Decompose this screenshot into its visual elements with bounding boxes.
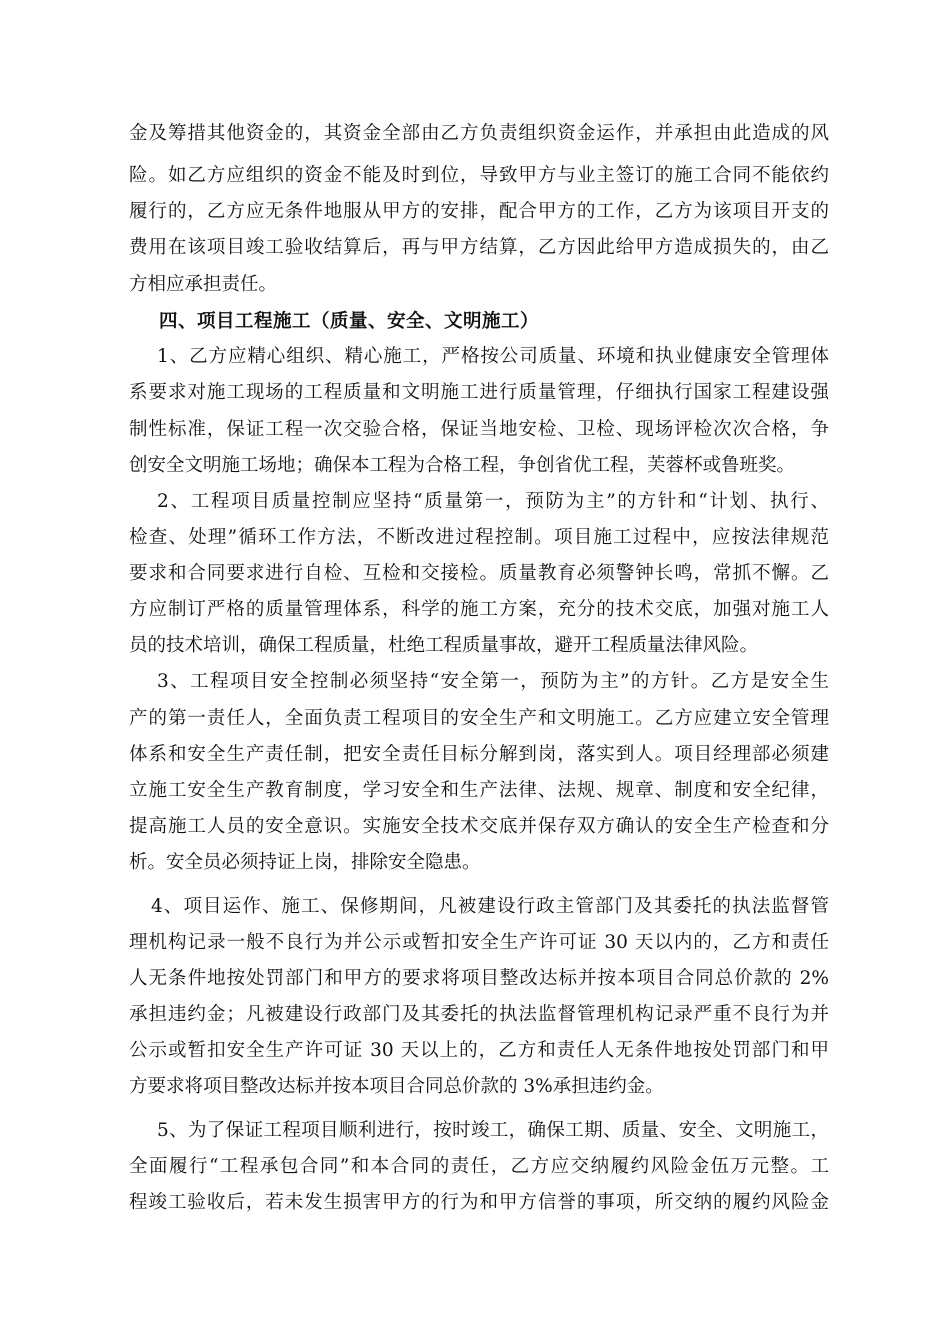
text-line: 2、工程项目质量控制应坚持“质量第一，预防为主”的方针和“计划、执行、: [157, 491, 829, 512]
text-line: 费用在该项目竣工验收结算后，再与甲方结算，乙方因此给甲方造成损失的，由乙: [129, 237, 829, 258]
text-line: 要求和合同要求进行自检、互检和交接检。质量教育必须警钟长鸣，常抓不懈。乙: [129, 563, 829, 584]
text-line: 全面履行“工程承包合同”和本合同的责任，乙方应交纳履约风险金伍万元整。工: [129, 1156, 829, 1177]
text-line: 金及筹措其他资金的，其资金全部由乙方负责组织资金运作，并承担由此造成的风: [129, 123, 829, 144]
text-line: 创安全文明施工场地；确保本工程为合格工程，争创省优工程，芙蓉杯或鲁班奖。: [129, 455, 796, 476]
text-line: 检查、处理”循环工作方法，不断改进过程控制。项目施工过程中，应按法律规范: [129, 527, 829, 548]
text-line: 员的技术培训，确保工程质量，杜绝工程质量事故，避开工程质量法律风险。: [129, 635, 759, 656]
text-line: 方相应承担责任。: [129, 274, 278, 295]
text-line: 制性标准，保证工程一次交验合格，保证当地安检、卫检、现场评检次次合格，争: [129, 419, 829, 440]
text-line: 析。安全员必须持证上岗，排除安全隐患。: [129, 852, 481, 873]
text-line: 提高施工人员的安全意识。实施安全技术交底并保存双方确认的安全生产检查和分: [129, 816, 829, 837]
text-line: 方要求将项目整改达标并按本项目合同总价款的 3%承担违约金。: [129, 1076, 664, 1097]
text-line: 系要求对施工现场的工程质量和文明施工进行质量管理，仔细执行国家工程建设强: [129, 382, 829, 403]
section-heading: 四、项目工程施工（质量、安全、文明施工）: [159, 311, 540, 332]
text-line: 5、为了保证工程项目顺利进行，按时竣工，确保工期、质量、安全、文明施工，: [157, 1120, 829, 1141]
text-line: 承担违约金；凡被建设行政部门及其委托的执法监督管理机构记录严重不良行为并: [129, 1004, 829, 1025]
text-line: 4、项目运作、施工、保修期间，凡被建设行政主管部门及其委托的执法监督管: [151, 896, 829, 917]
text-line: 程竣工验收后，若未发生损害甲方的行为和甲方信誉的事项，所交纳的履约风险金: [129, 1192, 829, 1213]
text-line: 体系和安全生产责任制，把安全责任目标分解到岗，落实到人。项目经理部必须建: [129, 744, 829, 765]
text-line: 3、工程项目安全控制必须坚持“安全第一，预防为主”的方针。乙方是安全生: [157, 671, 829, 692]
text-line: 人无条件地按处罚部门和甲方的要求将项目整改达标并按本项目合同总价款的 2%: [129, 968, 829, 989]
text-line: 履行的，乙方应无条件地服从甲方的安排，配合甲方的工作，乙方为该项目开支的: [129, 201, 829, 222]
text-line: 立施工安全生产教育制度，学习安全和生产法律、法规、规章、制度和安全纪律，: [129, 780, 829, 801]
text-line: 方应制订严格的质量管理体系，科学的施工方案，充分的技术交底，加强对施工人: [129, 599, 829, 620]
text-line: 公示或暂扣安全生产许可证 30 天以上的，乙方和责任人无条件地按处罚部门和甲: [129, 1040, 829, 1061]
text-line: 险。如乙方应组织的资金不能及时到位，导致甲方与业主签订的施工合同不能依约: [129, 165, 829, 186]
text-line: 1、乙方应精心组织、精心施工，严格按公司质量、环境和执业健康安全管理体: [157, 346, 829, 367]
text-line: 产的第一责任人，全面负责工程项目的安全生产和文明施工。乙方应建立安全管理: [129, 708, 829, 729]
text-line: 理机构记录一般不良行为并公示或暂扣安全生产许可证 30 天以内的，乙方和责任: [129, 932, 829, 953]
